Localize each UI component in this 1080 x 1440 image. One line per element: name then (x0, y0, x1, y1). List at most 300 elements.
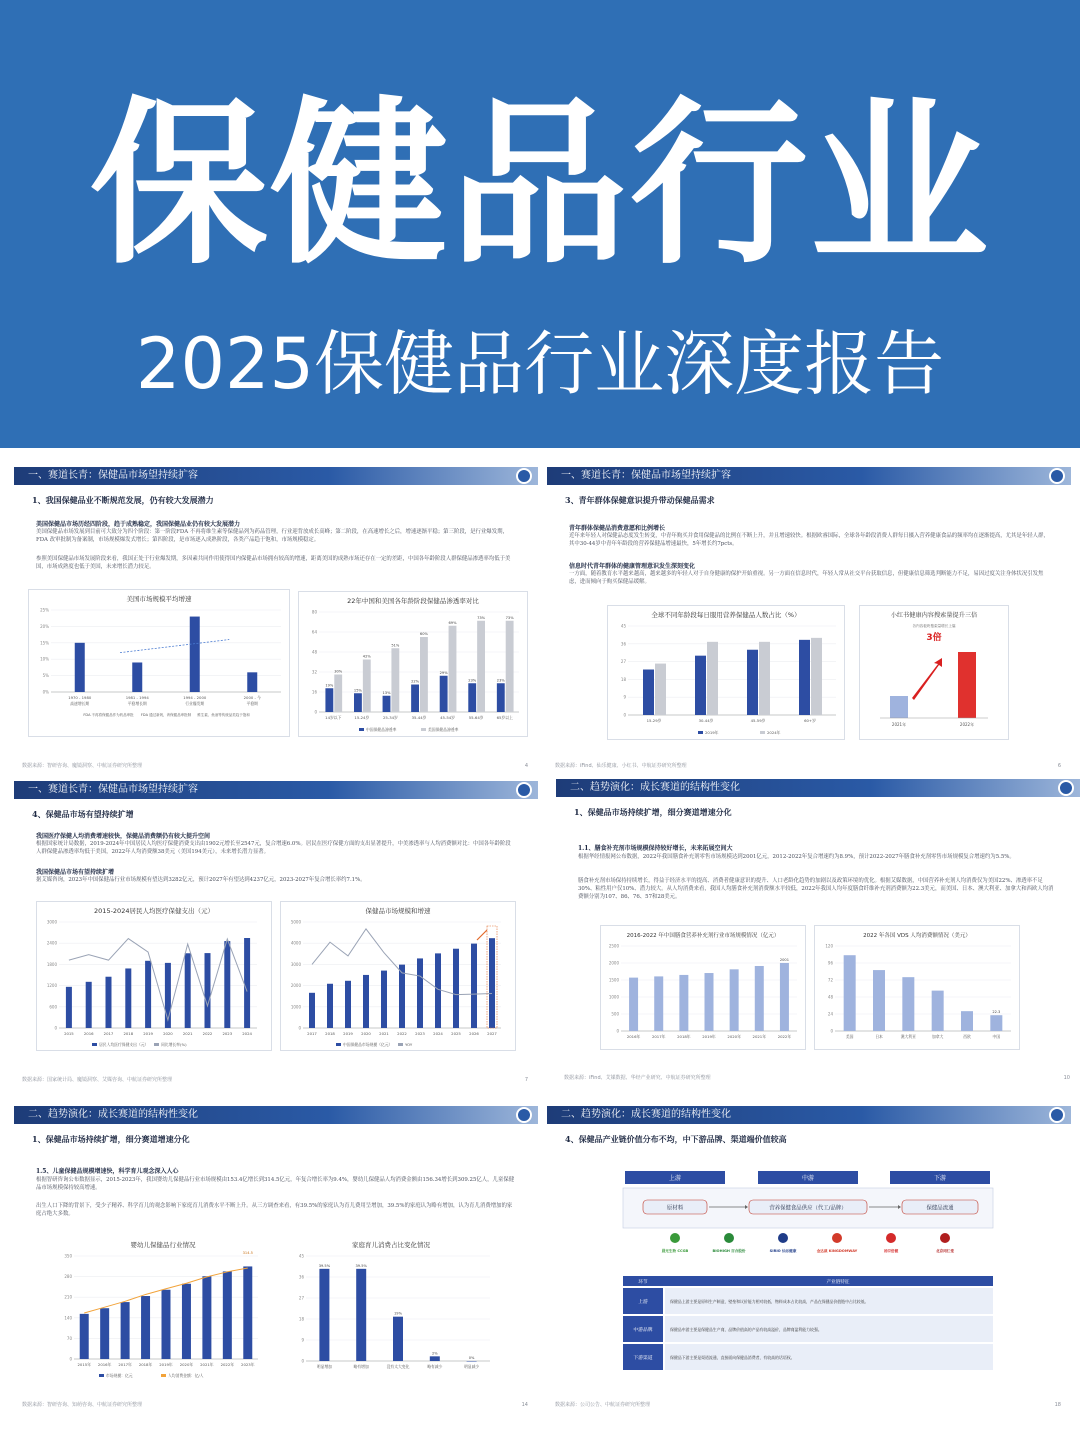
stage-label: 上游 (668, 1175, 682, 1182)
page-number: 18 (1054, 1402, 1061, 1408)
y-tick-label: 9 (623, 694, 626, 700)
y-tick-label: 120 (825, 943, 833, 949)
bar (244, 938, 250, 1028)
x-tick-label: 西欧 (963, 1034, 971, 1039)
bar (182, 1284, 191, 1359)
x-tick-label: 2022年 (777, 1034, 792, 1039)
bar (467, 1361, 477, 1362)
bar (309, 993, 315, 1028)
chart-vds-market (600, 925, 806, 1050)
bar (759, 642, 770, 715)
annotation: FDA 通过新规，该保健品审批制 (140, 713, 192, 717)
legend-label: 中国保健品渗透率 (366, 727, 397, 732)
chart-svg (284, 1236, 498, 1381)
data-label: 39.5% (355, 1263, 367, 1268)
data-label: 0% (468, 1356, 475, 1360)
source-note: 数据来源：iFind、仙乐健康、小红书、中航证券研究所整理 (555, 763, 687, 769)
x-tick-label: 2027 (487, 1031, 497, 1036)
bar (453, 949, 459, 1028)
paragraph: 出生人口下降的背景下，受少子精养、科学育儿的观念影响下家庭育儿消费水平不断上升。从三方调查来看，有39.5%的家庭认为育儿费用呈增加，39.5%的家庭认为略有增加，认为育儿消费增加的家庭占绝大多数。 (36, 1203, 513, 1217)
bar (363, 660, 371, 713)
chart-title: 美国市场规模平均增速 (126, 595, 192, 603)
x-tick-label: 2022年 (959, 722, 975, 727)
bar (654, 976, 663, 1031)
table-row-label: 下游渠道 (633, 1356, 653, 1361)
bar (961, 1011, 973, 1031)
bar (224, 941, 230, 1028)
section-title: 一、赛道长青：保健品市场望持续扩容 (28, 470, 198, 481)
bar (100, 1308, 109, 1359)
bar (873, 970, 885, 1031)
section-title: 一、赛道长青：保健品市场望持续扩容 (561, 470, 731, 481)
x-tick-label: 2019年 (159, 1362, 173, 1367)
y-tick-label: 48 (827, 994, 833, 1000)
x-tick-label: 55-64岁 (468, 715, 484, 720)
x-tick-label: 35-44岁 (411, 715, 427, 720)
bar (643, 670, 654, 715)
bar (399, 965, 405, 1028)
legend-swatch (92, 1043, 97, 1046)
page-number: 14 (521, 1402, 528, 1408)
paragraph: 美国保健品市场发展到目前可大致分为四个阶段：第一阶段FDA 不再将维生素等保健品列为药品管理，行业迎背放成长高峰；第二阶段，在高速增长之后，增速逐渐平稳；第三阶段，是行业爆发期，FDA 改审批制为备案制，市场规模爆发式增长；第四阶段，是市场逐入成熟阶段，各类产品趋于饱和，市场规模稳定。 (36, 529, 508, 543)
x-tick-label: 2024 (242, 1031, 252, 1036)
chart-title: 家庭育儿消费占比变化情况 (352, 1241, 430, 1249)
y-tick-label: 45 (620, 623, 626, 629)
slide-1 (14, 467, 538, 772)
legend-swatch (154, 1043, 159, 1046)
data-label: 19% (394, 1311, 402, 1316)
y-tick-label: 64 (311, 629, 317, 635)
brand-logo-icon (832, 1233, 842, 1243)
annotation: FDA 不再将保健品作为药品审批 (83, 713, 134, 717)
data-label: 15% (353, 688, 362, 693)
x-tick-label: 60+岁 (804, 718, 816, 723)
x-tick-label: 2020年 (179, 1362, 194, 1367)
bar (391, 648, 399, 712)
bar (471, 944, 477, 1028)
bar (383, 696, 391, 712)
bar (811, 638, 822, 715)
y-tick-label: 350 (64, 1253, 72, 1259)
x-tick-label: 2021 (182, 1031, 193, 1036)
legend-label: 市场规模：亿元 (106, 1373, 133, 1378)
data-label: 42% (362, 654, 371, 659)
bar (381, 971, 387, 1028)
y-tick-label: 70 (66, 1335, 72, 1341)
bar (356, 1269, 366, 1361)
y-tick-label: 20% (40, 623, 49, 629)
data-label: 2% (431, 1351, 438, 1356)
bar (80, 1314, 89, 1359)
slide-heading: 1、保健品市场持续扩增，细分赛道增速分化 (32, 1134, 190, 1144)
y-tick-label: 80 (311, 609, 317, 615)
chart-svg (815, 926, 1019, 1049)
brand-name: 汤臣倍健 (883, 1249, 899, 1253)
trend-line (120, 640, 229, 653)
y-tick-label: 10% (40, 656, 49, 662)
x-tick-label: 2019年 (702, 1034, 716, 1039)
y-tick-label: 2400 (46, 940, 57, 946)
source-note: 数据来源：公司公告、中航证券研究所整理 (555, 1402, 651, 1408)
bar (780, 963, 789, 1031)
section-title: 二、趋势演化：成长赛道的结构性变化 (570, 782, 740, 793)
x-tick-label: 14岁以下 (325, 715, 342, 720)
table-row-text: 保健品中游主要是保健品生产商，品牌价值高的产品有较高溢价，品牌商盈利能力较强。 (670, 1327, 822, 1332)
chart-note: 各内容板块搜索量增长上篇 (912, 624, 956, 628)
bar (990, 1015, 1002, 1031)
slide-heading: 4、保健品市场有望持续扩增 (32, 809, 134, 819)
company-logo-icon (516, 782, 532, 798)
bar (902, 977, 914, 1031)
bar (506, 621, 514, 712)
brand-name: 晨光生物 CCGB (661, 1249, 689, 1253)
y-tick-label: 24 (827, 1011, 833, 1017)
x-tick-label: 2015 (64, 1031, 74, 1036)
y-tick-label: 2000 (290, 983, 301, 989)
chart-title: 2022 年各国 VDS 人均消费额情况（美元） (863, 933, 971, 939)
y-tick-label: 1000 (290, 1004, 301, 1010)
bullet-title: 美国保健品市场历经四阶段，趋于成熟稳定，我国保健品业仍有较大发展潜力 (36, 521, 241, 528)
data-label: 60% (419, 632, 428, 636)
data-label: 23% (496, 678, 505, 683)
bar (319, 1269, 329, 1361)
bullet-title: 信息时代青年群体的健康管理意识发生深刻变化 (569, 563, 696, 570)
bar (205, 953, 211, 1028)
bar (844, 955, 856, 1031)
x-tick-label: 2021年 (752, 1034, 767, 1039)
bar (747, 650, 758, 715)
y-tick-label: 0 (54, 1025, 57, 1031)
chart-infant-market (54, 1236, 272, 1381)
growth-line (69, 939, 247, 1020)
chart-svg (601, 926, 805, 1049)
bar (707, 642, 718, 715)
bar (730, 969, 739, 1031)
legend-swatch (336, 1043, 341, 1046)
y-tick-label: 0 (623, 712, 626, 718)
paragraph: 根据国家统计局数据，2019-2024年中国居民人均医疗保健消费支出由1902元增长至2547元，复合增速6.0%。居民在医疗保健方面的支出显著提升，中美渗透率与人均消费额对比：中国各年龄阶段人群保健品渗透率均低于美国，2022年人均消费额38美元（美国194美元），未来增长潜力显著。 (36, 841, 511, 855)
slide-2 (547, 467, 1071, 772)
bullet-title: 我国医疗保健人均消费增速较快，保健品消费额仍有较大提升空间 (36, 833, 211, 840)
bar (958, 652, 976, 718)
bullet-title: 我国保健品市场有望持续扩增 (36, 869, 115, 876)
paragraph: 近年来年轻人对保健品态度发生转变，中青年购买并食用保健品的比例在不断上升，并且增速较快。根据欧睿国际，全球各年龄段消费人群每日摄入营养健康食品的频率均在逐渐提高，尤其是年轻人群，其中30-44岁中青年年龄段的营养保健品增速最快，5年增长约7pcts。 (569, 533, 1049, 547)
x-tick-label: 2020 (361, 1031, 371, 1036)
x-tick-label: 澳大利亚 (900, 1034, 916, 1039)
bullet-title: 1.1、膳食补充剂市场规模保持较好增长，未来拓展空间大 (578, 845, 733, 852)
x-tick-label: 2015年 (77, 1362, 91, 1367)
chart-title: 22年中国和美国各年龄阶段保健品渗透率对比 (347, 597, 479, 605)
y-tick-label: 600 (49, 1004, 57, 1010)
bar (497, 683, 505, 712)
x-tick-label: 2021年 (891, 722, 907, 727)
bar (121, 1302, 130, 1359)
x-tick-label: 2021年 (200, 1362, 214, 1367)
x-tick-label: 2023 (222, 1031, 233, 1036)
x-tick-sublabel: 高速增长期 (70, 701, 90, 706)
slide-header-bar (556, 779, 1080, 797)
bullet-title: 青年群体保健品消费意愿和比例增长 (569, 525, 666, 532)
bar (223, 1271, 232, 1359)
page-number: 10 (1063, 1075, 1070, 1081)
y-tick-label: 1000 (608, 994, 619, 1000)
table-row-label: 中游品牌 (633, 1328, 653, 1333)
x-tick-label: 略有减少 (427, 1364, 443, 1369)
y-tick-label: 16 (311, 689, 317, 695)
data-label: 73% (477, 615, 486, 620)
y-tick-label: 18 (298, 1316, 304, 1322)
section-title: 二、趋势演化：成长赛道的结构性变化 (28, 1109, 198, 1120)
x-tick-label: 略有增加 (353, 1364, 369, 1369)
x-tick-label: 15-29岁 (646, 718, 662, 723)
chart-family-spend (284, 1236, 498, 1381)
chain-box-label: 营养保健食品供应（代工/品牌） (769, 1205, 847, 1212)
data-label: 30% (334, 669, 343, 674)
banner-subtitle: 2025保健品行业深度报告 (135, 323, 945, 405)
page-number: 6 (1057, 763, 1061, 769)
x-tick-label: 1981 - 1994 (125, 695, 149, 700)
bar (890, 696, 908, 718)
paragraph: 根据智研咨询公布数据显示，2015-2023年，我国婴幼儿保健品行业市场规模由153.4亿增长到314.5亿元，年复合增长率为9.4%，婴幼儿保健品人均消费金额由156.34增长到309.25亿人，儿童保健品市场规模保持较高增速。 (36, 1177, 515, 1191)
legend-label: 居民人均医疗保健支出（元） (99, 1042, 149, 1047)
slide-heading: 4、保健品产业链价值分布不均，中下游品牌、渠道端价值较高 (565, 1134, 787, 1144)
x-tick-label: 2000 - 今 (243, 695, 261, 700)
bar (440, 676, 448, 712)
y-tick-label: 1200 (46, 983, 57, 989)
bar (477, 621, 485, 712)
annotation: 维生素、鱼油等传统品类趋于饱和 (197, 713, 250, 717)
chart-title: 保健品市场规模和增速 (365, 907, 431, 915)
y-tick-label: 0 (616, 1028, 619, 1034)
x-tick-label: 2026 (469, 1031, 479, 1036)
x-tick-label: 2022 (397, 1031, 407, 1036)
bar (325, 688, 333, 712)
company-logo-icon (1049, 468, 1065, 484)
slide-4 (556, 779, 1080, 1084)
bar (393, 1317, 403, 1361)
x-tick-label: 2023 (415, 1031, 425, 1036)
y-tick-label: 1500 (608, 977, 619, 983)
data-label: 51% (391, 643, 400, 648)
bar (755, 966, 764, 1031)
x-tick-label: 加拿大 (931, 1034, 944, 1039)
value-chain-diagram (613, 1106, 1003, 1386)
legend-label: YOY (405, 1042, 413, 1047)
y-tick-label: 3000 (46, 919, 57, 925)
bar (185, 953, 191, 1028)
section-title: 二、趋势演化：成长赛道的结构性变化 (561, 1109, 731, 1120)
chart-us-growth (28, 589, 290, 737)
x-tick-label: 2017年 (651, 1034, 666, 1039)
data-label: 29% (439, 670, 448, 675)
y-tick-label: 25% (40, 607, 49, 613)
bar (66, 987, 72, 1028)
arrow-icon (477, 930, 487, 940)
bar (354, 693, 362, 712)
y-tick-label: 36 (620, 641, 626, 647)
data-label: 73% (505, 615, 514, 620)
legend-label: 2024年 (767, 730, 781, 735)
slide-header-bar (547, 467, 1071, 485)
chart-medical-spend (36, 901, 272, 1051)
y-tick-label: 3000 (290, 961, 301, 967)
bar (327, 984, 333, 1028)
slide-3 (14, 781, 538, 1086)
slide-header-bar (14, 467, 538, 485)
chart-title: 婴幼儿保健品行业情况 (130, 1241, 196, 1249)
chart-xiaohongshu (859, 605, 1009, 740)
x-tick-label: 美国 (845, 1034, 854, 1039)
bar (125, 968, 131, 1028)
bar (468, 683, 476, 712)
chart-svg (37, 902, 271, 1050)
x-tick-sublabel: 平稳增长期 (127, 701, 147, 706)
company-logo-icon (516, 1107, 532, 1123)
data-label: 13% (382, 690, 391, 695)
bar (420, 637, 428, 712)
chart-title: 全球不同年龄段每日服用营养保健品人数占比（%） (651, 611, 801, 619)
legend-swatch (421, 728, 426, 731)
x-tick-label: 明显减少 (464, 1364, 480, 1369)
bar (345, 981, 351, 1028)
table-header-cell: 环节 (638, 1280, 648, 1285)
legend-swatch (398, 1043, 403, 1046)
source-note: 数据来源：智研咨询、魔镜洞察、中航证券研究所整理 (22, 763, 143, 769)
bar (679, 975, 688, 1031)
slide-header-bar (14, 781, 538, 799)
x-tick-label: 2022年 (220, 1362, 235, 1367)
company-logo-icon (516, 468, 532, 484)
y-tick-label: 27 (620, 659, 626, 665)
paragraph: 一方面，随着教育水平越来越高，越来越多的年轻人对于自身健康的保护开始重视。另一方面在信息时代，年轻人常从社交平台获取信息，但健康信息筛选判断能力不足，易因过度关注身体状况引发焦虑，进而倾向于购买保健品缓解。 (569, 571, 1044, 585)
data-label: 22.3 (992, 1010, 1001, 1015)
page-number: 4 (524, 763, 528, 769)
x-tick-label: 1970 - 1980 (68, 695, 92, 700)
y-tick-label: 280 (64, 1274, 72, 1280)
title-banner (0, 0, 1080, 448)
y-tick-label: 5000 (290, 919, 301, 925)
chart-svg (281, 902, 515, 1050)
y-tick-label: 0 (69, 1356, 72, 1362)
x-tick-label: 2016年 (626, 1034, 641, 1039)
chart-penetration (298, 591, 528, 737)
source-note: 数据来源：iFind、艾媒数据、华经产业研究、中航证券研究所整理 (564, 1075, 711, 1081)
y-tick-label: 5% (42, 673, 49, 679)
x-tick-label: 2023年 (241, 1362, 255, 1367)
page-number: 7 (524, 1077, 528, 1083)
legend-swatch (359, 728, 364, 731)
chain-box-label: 原材料 (666, 1205, 684, 1212)
legend-swatch (99, 1374, 104, 1377)
bar (106, 977, 112, 1028)
data-label: 314.5 (242, 1251, 253, 1255)
bullet-title: 1.5、儿童保健品规模增速快，科学育儿观念深入人心 (36, 1168, 179, 1175)
y-tick-label: 2000 (608, 960, 619, 966)
y-tick-label: 0 (830, 1028, 833, 1034)
y-tick-label: 1800 (46, 961, 57, 967)
bar (655, 664, 666, 715)
chart-title: 2016-2022 年中国膳食营养补充剂行业市场规模情况（亿元） (626, 933, 780, 939)
paragraph: 根据华经情报网公布数据，2022年我国膳食补充剂零售市场规模达到2001亿元，2012-2022年复合增速约为8.9%，预计2022-2027年膳食补充剂零售市场规模复合增速约为5.5%。 (578, 854, 1015, 860)
slide-heading: 1、保健品市场持续扩增，细分赛道增速分化 (574, 807, 732, 817)
x-tick-label: 2022 (202, 1031, 213, 1036)
table-header-cell: 产业链特征 (826, 1280, 850, 1285)
table-header (623, 1276, 993, 1286)
bar (629, 978, 638, 1031)
y-tick-label: 15% (40, 640, 49, 646)
x-tick-label: 中国 (992, 1034, 1001, 1039)
x-tick-label: 2017年 (118, 1362, 132, 1367)
y-tick-label: 27 (298, 1295, 304, 1301)
x-tick-label: 2018 (325, 1031, 335, 1036)
banner-title: 保健品行业 (90, 81, 990, 288)
data-label: 39.5% (318, 1263, 331, 1268)
section-title: 一、赛道长青：保健品市场望持续扩容 (28, 784, 198, 795)
brand-name: SIRIO 仙乐健康 (769, 1249, 797, 1253)
y-tick-label: 0 (298, 1025, 301, 1031)
brand-logo-icon (778, 1233, 788, 1243)
bar (202, 1276, 211, 1359)
bar (247, 672, 257, 692)
x-tick-label: 2016 (83, 1031, 94, 1036)
legend-swatch (760, 731, 765, 734)
bar (75, 643, 85, 692)
y-tick-label: 140 (64, 1315, 72, 1321)
x-tick-label: 2024 (433, 1031, 443, 1036)
x-tick-label: 明显增加 (316, 1364, 332, 1369)
x-tick-label: 2019 (343, 1031, 353, 1036)
y-tick-label: 72 (827, 977, 833, 983)
brand-name: 北京同仁堂 (936, 1249, 954, 1253)
x-tick-label: 45-54岁 (440, 715, 455, 720)
legend-label: 同比增长率(%) (161, 1042, 187, 1047)
bar (132, 662, 142, 692)
x-tick-label: 2025 (451, 1031, 461, 1036)
y-tick-label: 36 (298, 1274, 304, 1280)
y-tick-label: 0% (42, 689, 49, 695)
x-tick-label: 2018年 (138, 1362, 153, 1367)
bar (705, 973, 714, 1031)
y-tick-label: 500 (611, 1011, 619, 1017)
y-tick-label: 4000 (290, 940, 301, 946)
arrow-icon (912, 658, 942, 700)
bar (363, 975, 369, 1028)
paragraph: 膳食补充剂市场保持持续增长，得益于经济水平的提高、消费者健康意识的提升、人口老龄化趋势的加剧以及政策环境的优化。根据艾媒数据，中国营养补充剂人均消费仅为美国22%、渗透率不足30%、粘性用户仅10%、潜力较大。从人均消费来看，我国人均膳食补充剂消费额水平较低，2022年我国人均年度膳食纤维补充剂消费额为22.3美元，而美国、日本、澳大利亚、加拿大和西欧人均消费额分别为107、86、76、57和28美元。 (578, 878, 1054, 900)
x-tick-label: 2020年 (727, 1034, 741, 1039)
legend-label: 美国保健品渗透率 (428, 727, 459, 732)
y-tick-label: 210 (64, 1294, 72, 1300)
table-row-label: 上游 (638, 1300, 648, 1305)
y-tick-label: 2500 (608, 943, 619, 949)
x-tick-sublabel: 平稳期 (246, 701, 258, 706)
x-tick-label: 2017 (307, 1031, 317, 1036)
bar (695, 656, 706, 715)
y-tick-label: 48 (311, 649, 317, 655)
x-tick-label: 2017 (103, 1031, 114, 1036)
paragraph: 参照美国保健品市场发展阶段来看，我国正处于行业爆发期，多因素共同作用使得国内保健品市场拥有较高的增速，距离美国的成熟市场还存在一定的差距，中国各年龄阶段人群保健品渗透率均低于美国，市场成熟度也低于美国，未来增长潜力较足。 (36, 556, 511, 570)
x-tick-label: 2018 (123, 1031, 134, 1036)
bar (411, 685, 419, 713)
brand-name: 金达威 KINGDOMWAY (816, 1249, 858, 1253)
legend-swatch (698, 731, 703, 734)
legend-swatch (161, 1374, 166, 1377)
slide-heading: 1、我国保健品业不断规范发展，仍有较大发展潜力 (32, 495, 214, 505)
chart-vds-per-capita (814, 925, 1020, 1050)
brand-name: BIOHIGH 百合股份 (712, 1249, 746, 1253)
bar (334, 675, 342, 713)
slide-5 (14, 1106, 538, 1411)
chart-market-size (280, 901, 516, 1051)
